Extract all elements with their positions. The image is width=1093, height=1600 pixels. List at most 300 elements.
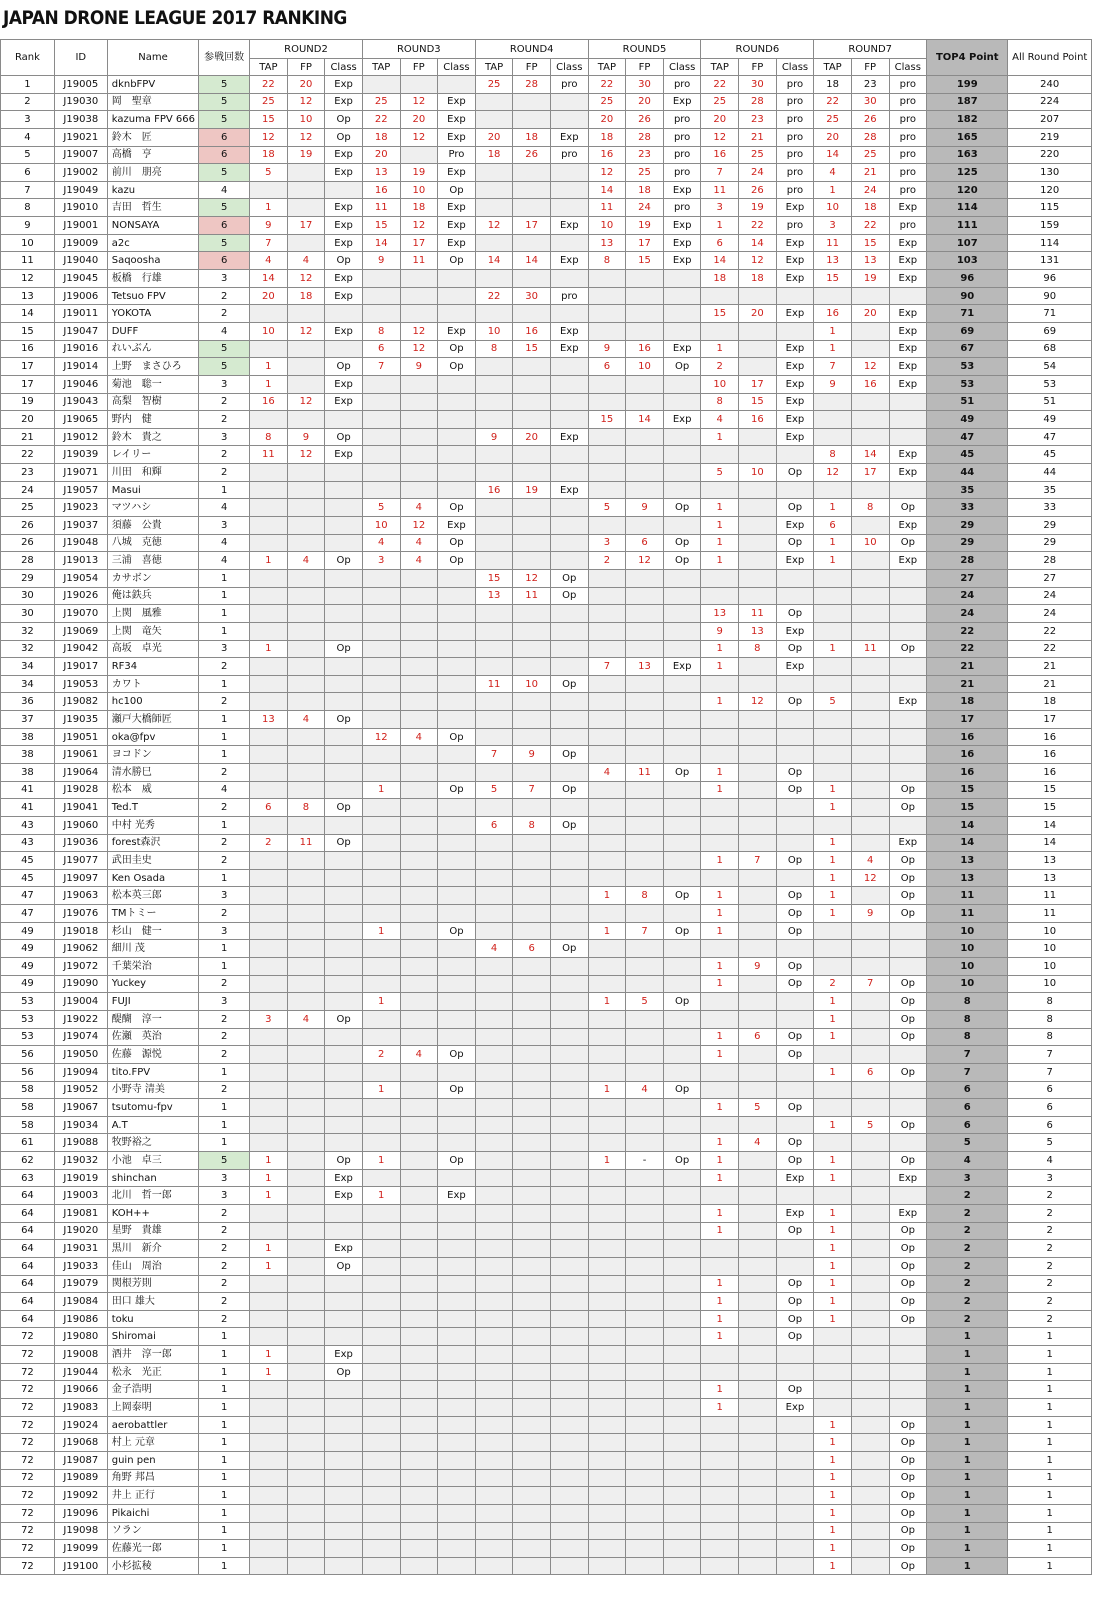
fp-cell (287, 1222, 325, 1240)
top4-cell: 7 (927, 1046, 1008, 1064)
name-cell: tsutomu-fpv (107, 1099, 199, 1117)
tap-cell (475, 358, 513, 376)
fp-cell (400, 852, 438, 870)
tap-cell (588, 375, 626, 393)
fp-cell (287, 1293, 325, 1311)
tap-cell (701, 711, 739, 729)
tap-cell (701, 1469, 739, 1487)
class-cell (438, 1205, 476, 1223)
tap-cell (250, 940, 288, 958)
tap-cell (250, 763, 288, 781)
class-cell: Op (438, 1046, 476, 1064)
table-row (1, 1134, 1092, 1152)
id-cell: J19036 (54, 834, 107, 852)
id-cell: J19094 (54, 1063, 107, 1081)
all-round-cell: 224 (1008, 93, 1092, 111)
fp-cell (287, 869, 325, 887)
tap-cell: 1 (250, 1240, 288, 1258)
rank-cell: 72 (1, 1540, 55, 1558)
class-cell (663, 322, 701, 340)
fp-cell (513, 1451, 551, 1469)
fp-cell (739, 834, 777, 852)
top4-cell: 8 (927, 1010, 1008, 1028)
rank-cell: 16 (1, 340, 55, 358)
tap-cell (362, 1222, 400, 1240)
fp-cell (400, 569, 438, 587)
fp-cell: 12 (400, 322, 438, 340)
fp-cell (626, 1063, 664, 1081)
count-cell: 2 (199, 693, 250, 711)
class-cell (438, 1328, 476, 1346)
class-cell (325, 340, 363, 358)
tap-cell: 9 (588, 340, 626, 358)
count-cell: 2 (199, 464, 250, 482)
class-cell (325, 605, 363, 623)
name-cell: 佐藤光一郎 (107, 1540, 199, 1558)
tap-cell (475, 1293, 513, 1311)
count-cell: 2 (199, 658, 250, 676)
tap-cell (475, 869, 513, 887)
table-row (1, 852, 1092, 870)
rank-cell: 30 (1, 587, 55, 605)
tap-cell (362, 640, 400, 658)
all-round-cell: 14 (1008, 834, 1092, 852)
tap-cell (475, 375, 513, 393)
rank-cell: 47 (1, 905, 55, 923)
tap-cell (362, 1522, 400, 1540)
tap-cell: 1 (814, 869, 852, 887)
all-round-cell: 130 (1008, 164, 1092, 182)
all-round-cell: 1 (1008, 1540, 1092, 1558)
all-round-cell: 207 (1008, 111, 1092, 129)
tap-cell: 5 (814, 693, 852, 711)
fp-cell: 24 (739, 164, 777, 182)
fp-cell (400, 1399, 438, 1417)
tap-cell (475, 446, 513, 464)
fp-cell (851, 958, 889, 976)
fp-cell (851, 1416, 889, 1434)
fp-cell (626, 975, 664, 993)
tap-cell (475, 993, 513, 1011)
rank-cell: 64 (1, 1240, 55, 1258)
count-cell: 1 (199, 1416, 250, 1434)
fp-cell (287, 993, 325, 1011)
rank-cell: 41 (1, 799, 55, 817)
id-cell: J19100 (54, 1557, 107, 1575)
tap-cell (362, 605, 400, 623)
fp-cell (851, 1081, 889, 1099)
id-cell: J19005 (54, 76, 107, 94)
tap-cell: 1 (814, 799, 852, 817)
all-round-cell: 33 (1008, 499, 1092, 517)
top4-cell: 2 (927, 1293, 1008, 1311)
class-cell: Op (776, 1381, 814, 1399)
tap-cell: 3 (250, 1010, 288, 1028)
all-round-cell: 8 (1008, 1028, 1092, 1046)
tap-cell: 16 (362, 181, 400, 199)
tap-cell: 1 (701, 1399, 739, 1417)
fp-cell (287, 305, 325, 323)
tap-cell: 1 (701, 1028, 739, 1046)
class-cell: pro (776, 111, 814, 129)
fp-cell (626, 1557, 664, 1575)
fp-cell: 6 (626, 534, 664, 552)
top4-cell: 6 (927, 1099, 1008, 1117)
count-cell: 1 (199, 1381, 250, 1399)
tap-cell (701, 287, 739, 305)
fp-cell: 10 (513, 675, 551, 693)
fp-cell (513, 181, 551, 199)
fp-cell (626, 640, 664, 658)
fp-cell: 4 (287, 1010, 325, 1028)
count-cell: 2 (199, 287, 250, 305)
tap-cell: 20 (701, 111, 739, 129)
all-round-cell: 51 (1008, 393, 1092, 411)
all-round-cell: 68 (1008, 340, 1092, 358)
rank-cell: 15 (1, 322, 55, 340)
count-cell: 4 (199, 552, 250, 570)
fp-cell (400, 746, 438, 764)
class-cell (438, 763, 476, 781)
fp-cell (851, 1557, 889, 1575)
class-cell (325, 852, 363, 870)
count-cell: 2 (199, 1310, 250, 1328)
fp-cell (400, 1540, 438, 1558)
class-cell (550, 1487, 588, 1505)
top4-cell: 1 (927, 1451, 1008, 1469)
top4-cell: 2 (927, 1275, 1008, 1293)
id-cell: J19004 (54, 993, 107, 1011)
fp-cell (513, 799, 551, 817)
class-cell (550, 1451, 588, 1469)
fp-cell (626, 322, 664, 340)
fp-cell: 9 (626, 499, 664, 517)
class-cell: Exp (776, 411, 814, 429)
rank-cell: 11 (1, 252, 55, 270)
class-cell: Op (776, 781, 814, 799)
fp-cell (400, 1293, 438, 1311)
fp-cell (287, 1063, 325, 1081)
tap-cell (588, 852, 626, 870)
fp-cell (287, 675, 325, 693)
top4-cell: 1 (927, 1416, 1008, 1434)
fp-cell (626, 1522, 664, 1540)
tap-cell: 15 (588, 411, 626, 429)
class-cell: Exp (550, 322, 588, 340)
tap-cell (250, 1063, 288, 1081)
class-cell: Op (438, 781, 476, 799)
fp-cell (739, 1152, 777, 1170)
rank-cell: 56 (1, 1046, 55, 1064)
class-cell: Pro (438, 146, 476, 164)
count-cell: 2 (199, 305, 250, 323)
class-cell (438, 1557, 476, 1575)
all-round-cell: 7 (1008, 1046, 1092, 1064)
tap-cell (362, 1557, 400, 1575)
class-cell: Exp (663, 234, 701, 252)
count-cell: 1 (199, 1487, 250, 1505)
fp-cell: 20 (739, 305, 777, 323)
tap-cell (475, 1152, 513, 1170)
tap-cell: 16 (475, 481, 513, 499)
top4-cell: 10 (927, 940, 1008, 958)
subheader-class: Class (889, 59, 927, 76)
tap-cell (701, 1434, 739, 1452)
fp-cell (626, 834, 664, 852)
tap-cell (475, 711, 513, 729)
class-cell (550, 375, 588, 393)
fp-cell (513, 1310, 551, 1328)
fp-cell: 30 (851, 93, 889, 111)
fp-cell: 28 (851, 128, 889, 146)
fp-cell (513, 464, 551, 482)
top4-cell: 2 (927, 1205, 1008, 1223)
tap-cell (362, 905, 400, 923)
fp-cell (287, 1540, 325, 1558)
all-round-cell: 1 (1008, 1416, 1092, 1434)
count-cell: 1 (199, 1346, 250, 1364)
tap-cell (588, 270, 626, 288)
name-cell: NONSAYA (107, 217, 199, 235)
tap-cell (701, 1081, 739, 1099)
tap-cell (475, 181, 513, 199)
fp-cell (287, 746, 325, 764)
fp-cell (851, 1451, 889, 1469)
tap-cell: 13 (362, 164, 400, 182)
tap-cell (475, 763, 513, 781)
name-cell: shinchan (107, 1169, 199, 1187)
id-cell: J19068 (54, 1434, 107, 1452)
tap-cell (475, 1010, 513, 1028)
fp-cell (626, 1363, 664, 1381)
count-cell: 2 (199, 905, 250, 923)
rank-cell: 4 (1, 128, 55, 146)
fp-cell (513, 199, 551, 217)
tap-cell (814, 658, 852, 676)
class-cell: Op (889, 1240, 927, 1258)
fp-cell: 4 (851, 852, 889, 870)
fp-cell (513, 1363, 551, 1381)
name-cell: 松永 光正 (107, 1363, 199, 1381)
tap-cell (701, 1346, 739, 1364)
class-cell: Exp (889, 340, 927, 358)
fp-cell: 12 (739, 693, 777, 711)
fp-cell (287, 1381, 325, 1399)
tap-cell (814, 1081, 852, 1099)
name-cell: 上関 竜矢 (107, 622, 199, 640)
all-round-cell: 16 (1008, 728, 1092, 746)
fp-cell (626, 816, 664, 834)
tap-cell: 3 (814, 217, 852, 235)
fp-cell (400, 605, 438, 623)
class-cell (889, 1134, 927, 1152)
tap-cell (588, 287, 626, 305)
tap-cell: 1 (250, 358, 288, 376)
tap-cell (362, 816, 400, 834)
class-cell (325, 1081, 363, 1099)
tap-cell (475, 1063, 513, 1081)
tap-cell (475, 958, 513, 976)
tap-cell (814, 393, 852, 411)
fp-cell: 6 (851, 1063, 889, 1081)
tap-cell: 1 (814, 1205, 852, 1223)
class-cell: Exp (550, 252, 588, 270)
class-cell (438, 834, 476, 852)
class-cell: Exp (438, 93, 476, 111)
class-cell: pro (550, 146, 588, 164)
tap-cell (250, 481, 288, 499)
id-cell: J19072 (54, 958, 107, 976)
all-round-cell: 7 (1008, 1063, 1092, 1081)
top4-cell: 71 (927, 305, 1008, 323)
tap-cell (814, 622, 852, 640)
fp-cell (739, 922, 777, 940)
class-cell (663, 1434, 701, 1452)
table-row (1, 1116, 1092, 1134)
tap-cell: 8 (250, 428, 288, 446)
fp-cell: 17 (739, 375, 777, 393)
tap-cell (814, 711, 852, 729)
tap-cell: 14 (475, 252, 513, 270)
fp-cell (513, 887, 551, 905)
count-cell: 1 (199, 1363, 250, 1381)
fp-cell (626, 852, 664, 870)
class-cell: Exp (889, 375, 927, 393)
tap-cell (362, 1063, 400, 1081)
fp-cell: 22 (851, 217, 889, 235)
id-cell: J19023 (54, 499, 107, 517)
tap-cell (362, 1363, 400, 1381)
tap-cell: 22 (588, 76, 626, 94)
count-cell: 2 (199, 1257, 250, 1275)
table-row (1, 1557, 1092, 1575)
rank-cell: 72 (1, 1487, 55, 1505)
fp-cell (400, 1522, 438, 1540)
tap-cell: 11 (250, 446, 288, 464)
tap-cell: 6 (250, 799, 288, 817)
class-cell (663, 1187, 701, 1205)
tap-cell: 1 (362, 1152, 400, 1170)
class-cell (550, 728, 588, 746)
name-cell: 松本 威 (107, 781, 199, 799)
class-cell: Exp (325, 393, 363, 411)
fp-cell (400, 1363, 438, 1381)
fp-cell (851, 411, 889, 429)
tap-cell (814, 1381, 852, 1399)
fp-cell (739, 869, 777, 887)
tap-cell: 9 (475, 428, 513, 446)
fp-cell: 11 (851, 640, 889, 658)
all-round-cell: 49 (1008, 411, 1092, 429)
all-round-cell: 16 (1008, 746, 1092, 764)
tap-cell (250, 517, 288, 535)
table-row (1, 1469, 1092, 1487)
tap-cell (362, 1134, 400, 1152)
fp-cell (626, 1205, 664, 1223)
tap-cell (588, 746, 626, 764)
fp-cell (851, 675, 889, 693)
class-cell (550, 763, 588, 781)
fp-cell (287, 1275, 325, 1293)
top4-cell: 1 (927, 1434, 1008, 1452)
table-row (1, 1293, 1092, 1311)
tap-cell: 1 (701, 1222, 739, 1240)
id-cell: J19007 (54, 146, 107, 164)
name-cell: 中村 光秀 (107, 816, 199, 834)
tap-cell: 1 (250, 1169, 288, 1187)
all-round-cell: 2 (1008, 1240, 1092, 1258)
top4-cell: 4 (927, 1152, 1008, 1170)
fp-cell (626, 1010, 664, 1028)
tap-cell (701, 1451, 739, 1469)
fp-cell (739, 1363, 777, 1381)
table-row (1, 481, 1092, 499)
class-cell: pro (663, 164, 701, 182)
class-cell (438, 1522, 476, 1540)
all-round-cell: 22 (1008, 622, 1092, 640)
class-cell (663, 781, 701, 799)
top4-cell: 111 (927, 217, 1008, 235)
tap-cell: 18 (588, 128, 626, 146)
fp-cell (851, 1363, 889, 1381)
id-cell: J19064 (54, 763, 107, 781)
class-cell (776, 1257, 814, 1275)
tap-cell (701, 1487, 739, 1505)
all-round-cell: 115 (1008, 199, 1092, 217)
class-cell: Op (889, 869, 927, 887)
fp-cell: 17 (287, 217, 325, 235)
id-cell: J19043 (54, 393, 107, 411)
tap-cell (701, 569, 739, 587)
name-cell: dknbFPV (107, 76, 199, 94)
class-cell (550, 1187, 588, 1205)
rank-cell: 58 (1, 1116, 55, 1134)
fp-cell (287, 499, 325, 517)
top4-cell: 6 (927, 1116, 1008, 1134)
tap-cell (362, 763, 400, 781)
name-cell: マツハシ (107, 499, 199, 517)
top4-cell: 165 (927, 128, 1008, 146)
table-row (1, 217, 1092, 235)
class-cell: Op (889, 1028, 927, 1046)
tap-cell (475, 1222, 513, 1240)
fp-cell (739, 1451, 777, 1469)
header-name: Name (107, 40, 199, 76)
tap-cell (250, 1275, 288, 1293)
top4-cell: 21 (927, 675, 1008, 693)
class-cell (550, 1469, 588, 1487)
fp-cell (400, 869, 438, 887)
class-cell (663, 1275, 701, 1293)
fp-cell (513, 1399, 551, 1417)
class-cell (325, 675, 363, 693)
tap-cell (701, 1116, 739, 1134)
tap-cell (588, 1063, 626, 1081)
tap-cell: 1 (814, 1469, 852, 1487)
class-cell: Op (889, 852, 927, 870)
rank-cell: 38 (1, 728, 55, 746)
fp-cell (626, 1416, 664, 1434)
fp-cell (400, 975, 438, 993)
class-cell: Exp (776, 622, 814, 640)
tap-cell: 1 (701, 1310, 739, 1328)
tap-cell: 1 (701, 640, 739, 658)
count-cell: 4 (199, 534, 250, 552)
class-cell: Exp (776, 199, 814, 217)
fp-cell: 7 (626, 922, 664, 940)
tap-cell (475, 1557, 513, 1575)
all-round-cell: 90 (1008, 287, 1092, 305)
